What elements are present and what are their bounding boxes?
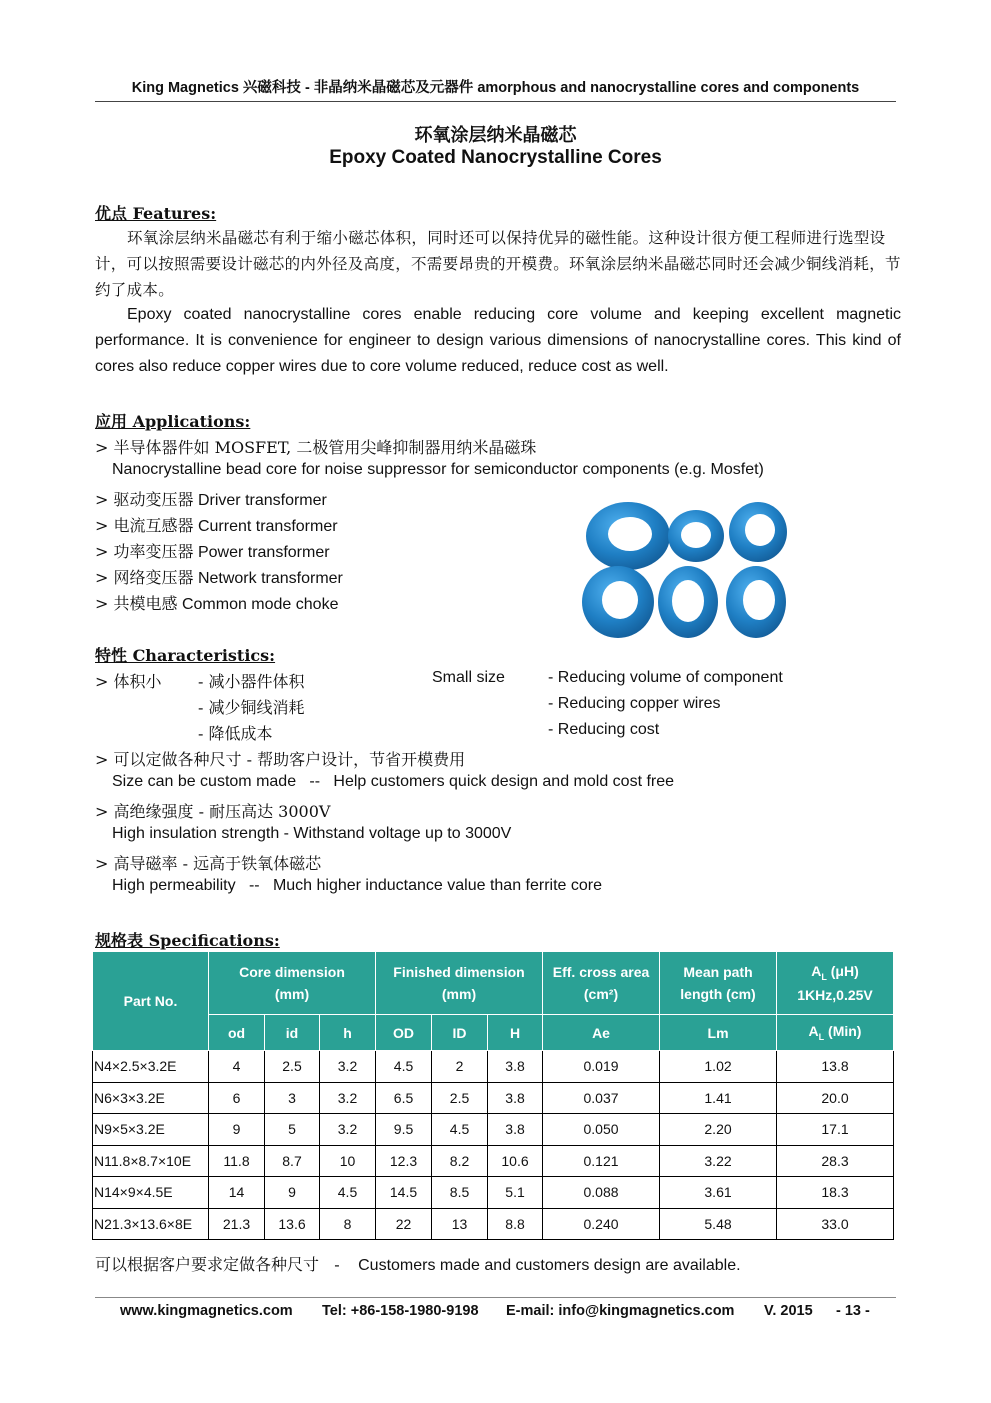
table-cell: 5.48 [660, 1208, 777, 1240]
table-cell: 0.019 [543, 1051, 660, 1083]
table-cell: 3.2 [320, 1051, 376, 1083]
specifications-heading: 规格表 Specifications: [95, 931, 280, 950]
title-english: Epoxy Coated Nanocrystalline Cores [329, 147, 662, 168]
applications-heading: 应用 Applications: [95, 412, 251, 431]
table-cell: 33.0 [777, 1208, 894, 1240]
table-cell: 3.8 [488, 1051, 543, 1083]
header-al: $A_L$ (μH) 1KHz,0.25V [777, 952, 894, 1015]
table-cell: 0.050 [543, 1114, 660, 1146]
footer-tel: Tel: +86-158-1980-9198 [322, 1303, 479, 1319]
table-cell: 3.8 [488, 1082, 543, 1114]
table-cell-part-no: N4×2.5×3.2E [93, 1051, 209, 1083]
customization-note [95, 1252, 741, 1275]
table-cell: 9 [265, 1177, 320, 1209]
table-cell: 3 [265, 1082, 320, 1114]
features-text-cn: 环氧涂层纳米晶磁芯有利于缩小磁芯体积，同时还可以保持优异的磁性能。这种设计很方便工程师进行选型设计，可以按照需要设计磁芯的内外径及高度，不需要昂贵的开模费。环氧涂层纳米晶磁芯同时还会减少铜线消耗，节约了成本。 [95, 229, 901, 299]
table-cell: 28.3 [777, 1145, 894, 1177]
characteristic-size-en: Small size [432, 669, 505, 686]
characteristic-sub-cn: - 减小器件体积 [198, 672, 305, 691]
table-cell-part-no: N6×3×3.2E [93, 1082, 209, 1114]
header-ae: Ae [543, 1015, 660, 1051]
table-cell: 14 [209, 1177, 265, 1209]
table-cell: 13.8 [777, 1051, 894, 1083]
characteristic-sub-en: - Reducing copper wires [548, 695, 721, 712]
characteristic-permeability-en: High permeability -- Much higher inductance value than ferrite core [112, 877, 603, 894]
application-item-choke [95, 591, 338, 614]
table-cell: 18.3 [777, 1177, 894, 1209]
table-cell: 2 [432, 1051, 488, 1083]
header-eff-cross-area: Eff. cross area (cm²) [543, 952, 660, 1015]
table-cell: 0.121 [543, 1145, 660, 1177]
table-cell: 8.7 [265, 1145, 320, 1177]
specifications-table [92, 951, 894, 1240]
header-finished-h: H [488, 1015, 543, 1051]
table-cell: 3.22 [660, 1145, 777, 1177]
application-label-en: Driver transformer [197, 492, 327, 509]
application-item-mosfet-cn: > 半导体器件如 MOSFET, 二极管用尖峰抑制器用纳米晶磁珠 [95, 438, 537, 457]
table-cell: 6 [209, 1082, 265, 1114]
table-cell: 3.8 [488, 1114, 543, 1146]
header-core-dimension: Core dimension (mm) [209, 952, 376, 1015]
footer-page-number: - 13 - [836, 1303, 870, 1319]
header-part-no: Part No. [93, 952, 209, 1051]
table-cell-part-no: N14×9×4.5E [93, 1177, 209, 1209]
table-cell: 8.5 [432, 1177, 488, 1209]
characteristic-size-cn: > 体积小 [95, 672, 162, 691]
table-cell: 3.61 [660, 1177, 777, 1209]
table-cell: 9.5 [376, 1114, 432, 1146]
table-cell: 11.8 [209, 1145, 265, 1177]
table-cell: 10.6 [488, 1145, 543, 1177]
table-cell: 10 [320, 1145, 376, 1177]
characteristic-sub-en: - Reducing cost [548, 721, 660, 738]
characteristic-insulation-cn: > 高绝缘强度 - 耐压高达 3000V [95, 802, 331, 821]
table-cell: 22 [376, 1208, 432, 1240]
table-cell: 5 [265, 1114, 320, 1146]
table-cell: 5.1 [488, 1177, 543, 1209]
characteristic-sub-cn: - 降低成本 [198, 724, 273, 743]
header-finished-dimension: Finished dimension (mm) [376, 952, 543, 1015]
header-od: od [209, 1015, 265, 1051]
table-cell: 1.41 [660, 1082, 777, 1114]
table-cell-part-no: N11.8×8.7×10E [93, 1145, 209, 1177]
table-cell: 4.5 [376, 1051, 432, 1083]
table-cell: 3.2 [320, 1082, 376, 1114]
application-label-en: Current transformer [197, 518, 338, 535]
table-cell: 21.3 [209, 1208, 265, 1240]
characteristic-insulation-en: High insulation strength - Withstand voltage up to 3000V [112, 825, 512, 842]
table-cell: 4 [209, 1051, 265, 1083]
table-row [93, 1082, 894, 1114]
header-mean-path: Mean path length (cm) [660, 952, 777, 1015]
characteristic-permeability-cn: > 高导磁率 - 远高于铁氧体磁芯 [95, 854, 322, 873]
characteristic-sub-cn: - 减少铜线消耗 [198, 698, 305, 717]
table-cell: 14.5 [376, 1177, 432, 1209]
header-finished-id: ID [432, 1015, 488, 1051]
table-cell: 0.088 [543, 1177, 660, 1209]
table-row [93, 1051, 894, 1083]
product-photo-cores [578, 494, 790, 644]
table-cell: 20.0 [777, 1082, 894, 1114]
header-al-min: $A_L$ (Min) [777, 1015, 894, 1051]
table-cell: 9 [209, 1114, 265, 1146]
features-heading: 优点 Features: [95, 204, 217, 223]
characteristics-heading: 特性 Characteristics: [95, 646, 276, 665]
footer-version: V. 2015 [764, 1303, 813, 1319]
application-label-cn: > 共模电感 [95, 594, 178, 613]
application-item-mosfet-en: Nanocrystalline bead core for noise suppressor for semiconductor components (e.g. Mosfet) [112, 461, 764, 478]
table-cell: 13 [432, 1208, 488, 1240]
characteristic-custom-en: Size can be custom made -- Help customers quick design and mold cost free [112, 773, 675, 790]
table-cell: 0.240 [543, 1208, 660, 1240]
table-row [93, 1145, 894, 1177]
table-cell: 4.5 [320, 1177, 376, 1209]
table-cell: 1.02 [660, 1051, 777, 1083]
header-finished-od: OD [376, 1015, 432, 1051]
title-chinese: 环氧涂层纳米晶磁芯 [414, 125, 577, 146]
footer-email: E-mail: info@kingmagnetics.com [506, 1303, 735, 1319]
table-cell-part-no: N21.3×13.6×8E [93, 1208, 209, 1240]
header-h: h [320, 1015, 376, 1051]
application-label-cn: > 驱动变压器 [95, 490, 194, 509]
table-cell: 2.5 [432, 1082, 488, 1114]
table-row [93, 1177, 894, 1209]
table-cell: 4.5 [432, 1114, 488, 1146]
header-lm: Lm [660, 1015, 777, 1051]
table-cell: 2.20 [660, 1114, 777, 1146]
application-item-driver [95, 487, 327, 510]
application-label-en: Network transformer [197, 570, 343, 587]
characteristic-sub-en: - Reducing volume of component [548, 669, 783, 686]
table-cell: 2.5 [265, 1051, 320, 1083]
table-cell: 13.6 [265, 1208, 320, 1240]
table-cell: 8.2 [432, 1145, 488, 1177]
characteristic-custom-cn: > 可以定做各种尺寸 - 帮助客户设计，节省开模费用 [95, 750, 466, 769]
table-cell: 8 [320, 1208, 376, 1240]
table-cell: 12.3 [376, 1145, 432, 1177]
table-cell: 17.1 [777, 1114, 894, 1146]
table-row [93, 1208, 894, 1240]
features-text-en: Epoxy coated nanocrystalline cores enable reducing core volume and keeping excellent magnetic performance. It is convenience for engineer to design various dimensions of nanocrystalline cores. This kind of cores also reduce copper wires due to core volume reduced, reduce cost as well. [95, 306, 901, 375]
application-label-en: Common mode choke [181, 596, 339, 613]
table-row [93, 1114, 894, 1146]
specifications-table-body [93, 1051, 894, 1240]
application-label-cn: > 功率变压器 [95, 542, 194, 561]
application-label-en: Power transformer [197, 544, 330, 561]
footer-website: www.kingmagnetics.com [120, 1303, 293, 1319]
table-cell: 8.8 [488, 1208, 543, 1240]
table-cell: 6.5 [376, 1082, 432, 1114]
table-cell-part-no: N9×5×3.2E [93, 1114, 209, 1146]
page-footer [95, 1297, 896, 1319]
application-item-power [95, 539, 330, 562]
application-item-network [95, 565, 343, 588]
table-cell: 0.037 [543, 1082, 660, 1114]
application-item-current [95, 513, 338, 536]
application-label-cn: > 网络变压器 [95, 568, 194, 587]
table-cell: 3.2 [320, 1114, 376, 1146]
page-header: King Magnetics 兴磁科技 - 非晶纳米晶磁芯及元器件 amorphous and nanocrystalline cores and components [95, 76, 896, 102]
application-label-cn: > 电流互感器 [95, 516, 194, 535]
header-id: id [265, 1015, 320, 1051]
note-en: Customers made and customers design are available. [358, 1257, 741, 1274]
note-cn: 可以根据客户要求定做各种尺寸 - [95, 1255, 340, 1274]
